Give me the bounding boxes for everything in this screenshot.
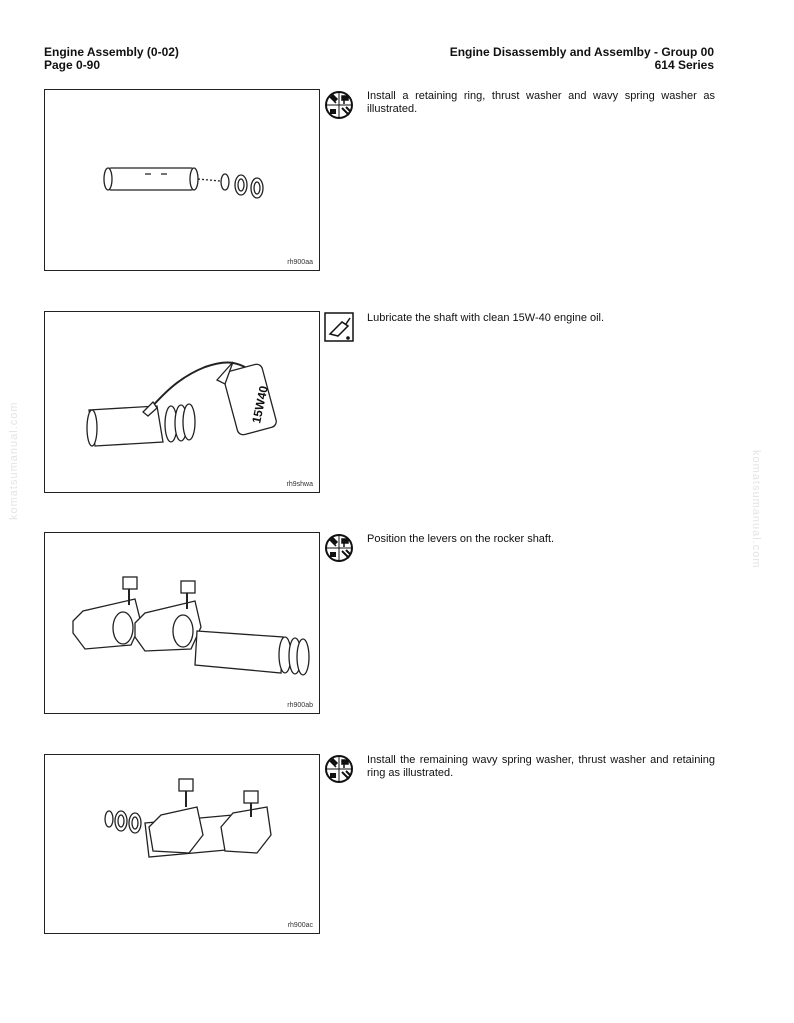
step-2-text: Lubricate the shaft with clean 15W-40 engine oil. <box>367 312 605 324</box>
oil-can-shaft-illustration <box>45 312 319 492</box>
watermark-left: komatsumanual.com <box>8 401 20 520</box>
final-assembly-illustration <box>45 755 319 933</box>
figure-1 <box>44 89 320 271</box>
section-title: Engine Assembly (0-02) <box>44 45 179 59</box>
wrench-hammer-tools-icon <box>324 90 354 120</box>
figure-id: rh900ac <box>287 922 313 929</box>
figure-id: rh9shwa <box>286 481 313 488</box>
step-4-text: Install the remaining wavy spring washer, thrust washer and retaining ring as illustrated. <box>367 754 715 779</box>
wrench-hammer-tools-icon <box>324 754 354 784</box>
header-right <box>450 46 714 72</box>
step-3-text: Position the levers on the rocker shaft. <box>367 533 555 545</box>
levers-on-shaft-illustration <box>45 533 319 713</box>
oil-can-label: 15W40 <box>249 384 271 425</box>
wrench-hammer-tools-icon <box>324 533 354 563</box>
watermark-right: komatsumanual.com <box>750 450 762 569</box>
step-1-text: Install a retaining ring, thrust washer and wavy spring washer as illustrated. <box>367 90 715 115</box>
oil-can-icon <box>324 312 354 342</box>
figure-id: rh900ab <box>287 702 313 709</box>
header-left <box>44 46 179 72</box>
series-label: 614 Series <box>654 58 714 72</box>
figure-id: rh900aa <box>287 259 313 266</box>
figure-3 <box>44 532 320 714</box>
chapter-title: Engine Disassembly and Assemlby - Group 00 <box>449 45 714 59</box>
figure-2 <box>44 311 320 493</box>
figure-4 <box>44 754 320 934</box>
shaft-washers-illustration <box>45 90 319 270</box>
page-number: Page 0-90 <box>44 58 101 72</box>
